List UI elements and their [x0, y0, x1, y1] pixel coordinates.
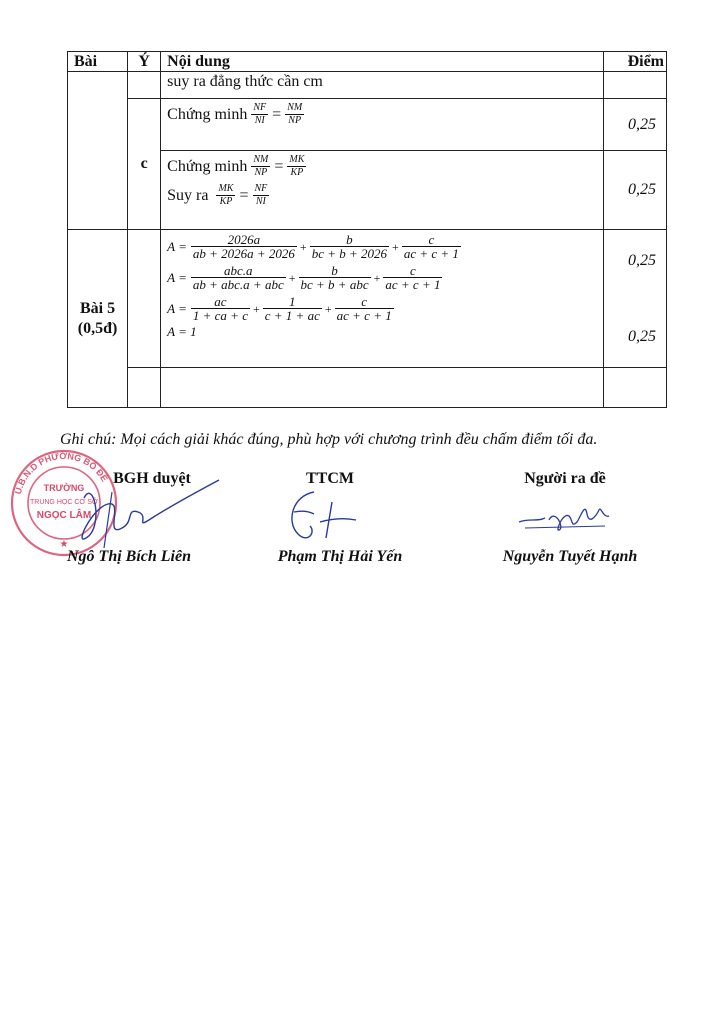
bai5-points: (0,5đ): [77, 319, 118, 337]
signature-name-block: [470, 548, 670, 566]
score-value: 0,25: [628, 115, 656, 133]
plus-sign: +: [252, 301, 260, 316]
fraction-denominator: NI: [254, 115, 265, 126]
signature-ttcm-scribble: [280, 482, 370, 552]
fraction: [335, 295, 394, 323]
plus-sign: +: [392, 239, 399, 254]
fraction: [191, 295, 250, 323]
signature-author-scribble: [515, 498, 615, 538]
fraction: [263, 295, 322, 323]
signature-name-block: [34, 548, 224, 566]
content-cell: [161, 72, 604, 99]
header-bai: Bài: [68, 52, 128, 72]
fraction: [383, 264, 442, 292]
signature-name: Nguyễn Tuyết Hạnh: [502, 548, 638, 565]
stamp-center-line-3: NGỌC LÂM: [36, 510, 92, 521]
fraction-denominator: KP: [219, 196, 233, 207]
fraction-denominator: ac + c + 1: [403, 246, 459, 261]
score-cell-empty: [603, 72, 666, 99]
table-row: [68, 230, 667, 368]
plus-sign: +: [299, 239, 307, 254]
fraction-numerator: 2026a: [191, 233, 297, 247]
fraction-denominator: NP: [288, 115, 302, 126]
fraction-denominator: NI: [255, 196, 266, 207]
proof-prefix: Chứng minh: [167, 106, 248, 123]
proof-prefix: Chứng minh: [167, 158, 248, 175]
fraction: [285, 102, 304, 127]
fraction: [310, 233, 389, 261]
fraction-numerator: b: [299, 264, 371, 278]
equation-result: A = 1: [167, 324, 197, 340]
table-row: [68, 72, 667, 99]
conclusion-prefix: Suy ra: [167, 187, 209, 204]
fraction: [253, 183, 270, 208]
bai-cell-empty: [68, 72, 128, 230]
score-cell-empty: [603, 368, 666, 408]
bai5-label: Bài 5: [79, 299, 116, 317]
equation-line-1: [167, 233, 597, 261]
fraction-denominator: c + 1 + ac: [264, 308, 320, 323]
stamp-center-line-2: TRUNG HỌC CƠ SỞ: [29, 499, 99, 506]
fraction-denominator: 1 + ca + c: [192, 308, 248, 323]
fraction-denominator: ac + c + 1: [336, 308, 392, 323]
fraction-numerator: c: [402, 233, 461, 247]
equals-sign: =: [239, 187, 249, 204]
fraction: [299, 264, 371, 292]
footnote: Ghi chú: Mọi cách giải khác đúng, phù hợp với chương trình đều chấm điểm tối đa.: [60, 431, 598, 448]
fraction-numerator: c: [335, 295, 394, 309]
header-noi-dung: Nội dung: [161, 52, 604, 72]
equation-lhs: A =: [167, 239, 187, 254]
fraction-denominator: bc + b + 2026: [311, 246, 388, 261]
fraction-numerator: ac: [191, 295, 250, 309]
continuation-text: suy ra đẳng thức cần cm: [167, 73, 323, 90]
score-value: 0,25: [628, 252, 656, 269]
content-cell-empty: [161, 368, 604, 408]
fraction-numerator: MK: [289, 154, 305, 165]
content-cell: [161, 230, 604, 368]
equals-sign: =: [272, 106, 282, 123]
y-cell-empty: [128, 72, 161, 99]
fraction: [191, 264, 286, 292]
bai5-cell: [68, 230, 128, 408]
score-cell: [603, 151, 666, 230]
fraction-numerator: b: [310, 233, 389, 247]
y-cell-c: [128, 99, 161, 230]
header-y: Ý: [128, 52, 161, 72]
content-cell: [161, 99, 604, 151]
plus-sign: +: [373, 270, 381, 285]
equation-line-2: [167, 264, 597, 292]
score-cell: [603, 99, 666, 151]
fraction-numerator: 1: [263, 295, 322, 309]
fraction: [191, 233, 297, 261]
content-cell: [161, 151, 604, 230]
score-cell: [603, 230, 666, 368]
stamp-ring-text: U.B.N.D PHƯỜNG BỒ ĐỀ: [12, 450, 110, 496]
signature-name: Phạm Thị Hải Yến: [277, 548, 403, 565]
fraction: [216, 183, 235, 208]
y-cell-empty: [128, 368, 161, 408]
stamp-star-icon: ★: [59, 539, 69, 550]
fraction: [251, 154, 270, 179]
equation-line-4: [167, 323, 597, 341]
grading-table: [67, 51, 667, 408]
proof-line: [167, 154, 597, 179]
fraction-numerator: c: [383, 264, 442, 278]
fraction: [251, 102, 268, 127]
fraction-numerator: NF: [254, 183, 268, 194]
proof-line: [167, 183, 597, 208]
signature-title: Người ra đề: [524, 470, 606, 487]
fraction-numerator: NM: [253, 154, 269, 165]
y-label-c: c: [140, 155, 148, 172]
equation-line-3: [167, 295, 597, 323]
fraction-denominator: NP: [254, 167, 268, 178]
plus-sign: +: [288, 270, 296, 285]
fraction: [287, 154, 306, 179]
equation-lhs: A =: [167, 301, 187, 316]
header-row: [68, 52, 667, 72]
fraction-numerator: NM: [287, 102, 303, 113]
table-row: [68, 368, 667, 408]
signature-bgh-scribble: [64, 468, 224, 558]
header-diem: Điểm: [603, 52, 666, 72]
equation-lhs: A =: [167, 270, 187, 285]
signature-title: BGH duyệt: [113, 470, 191, 487]
signature-title: TTCM: [306, 470, 354, 487]
signature-name-block: [250, 548, 430, 566]
fraction-denominator: bc + b + abc: [300, 277, 369, 292]
fraction-denominator: KP: [290, 167, 304, 178]
fraction: [402, 233, 461, 261]
equals-sign: =: [274, 158, 284, 175]
signature-block-author: [495, 470, 635, 488]
stamp-center-line-1: TRƯỜNG: [43, 483, 85, 493]
fraction-numerator: MK: [218, 183, 234, 194]
signature-name: Ngô Thị Bích Liên: [66, 548, 191, 565]
fraction-numerator: abc.a: [191, 264, 286, 278]
table-row: [68, 99, 667, 151]
fraction-denominator: ab + 2026a + 2026: [192, 246, 295, 261]
fraction-denominator: ac + c + 1: [385, 277, 441, 292]
fraction-numerator: NF: [253, 102, 267, 113]
y-cell-empty: [128, 230, 161, 368]
fraction-denominator: ab + abc.a + abc: [192, 277, 284, 292]
plus-sign: +: [324, 301, 332, 316]
score-value: 0,25: [628, 181, 656, 198]
score-value: 0,25: [628, 328, 656, 345]
